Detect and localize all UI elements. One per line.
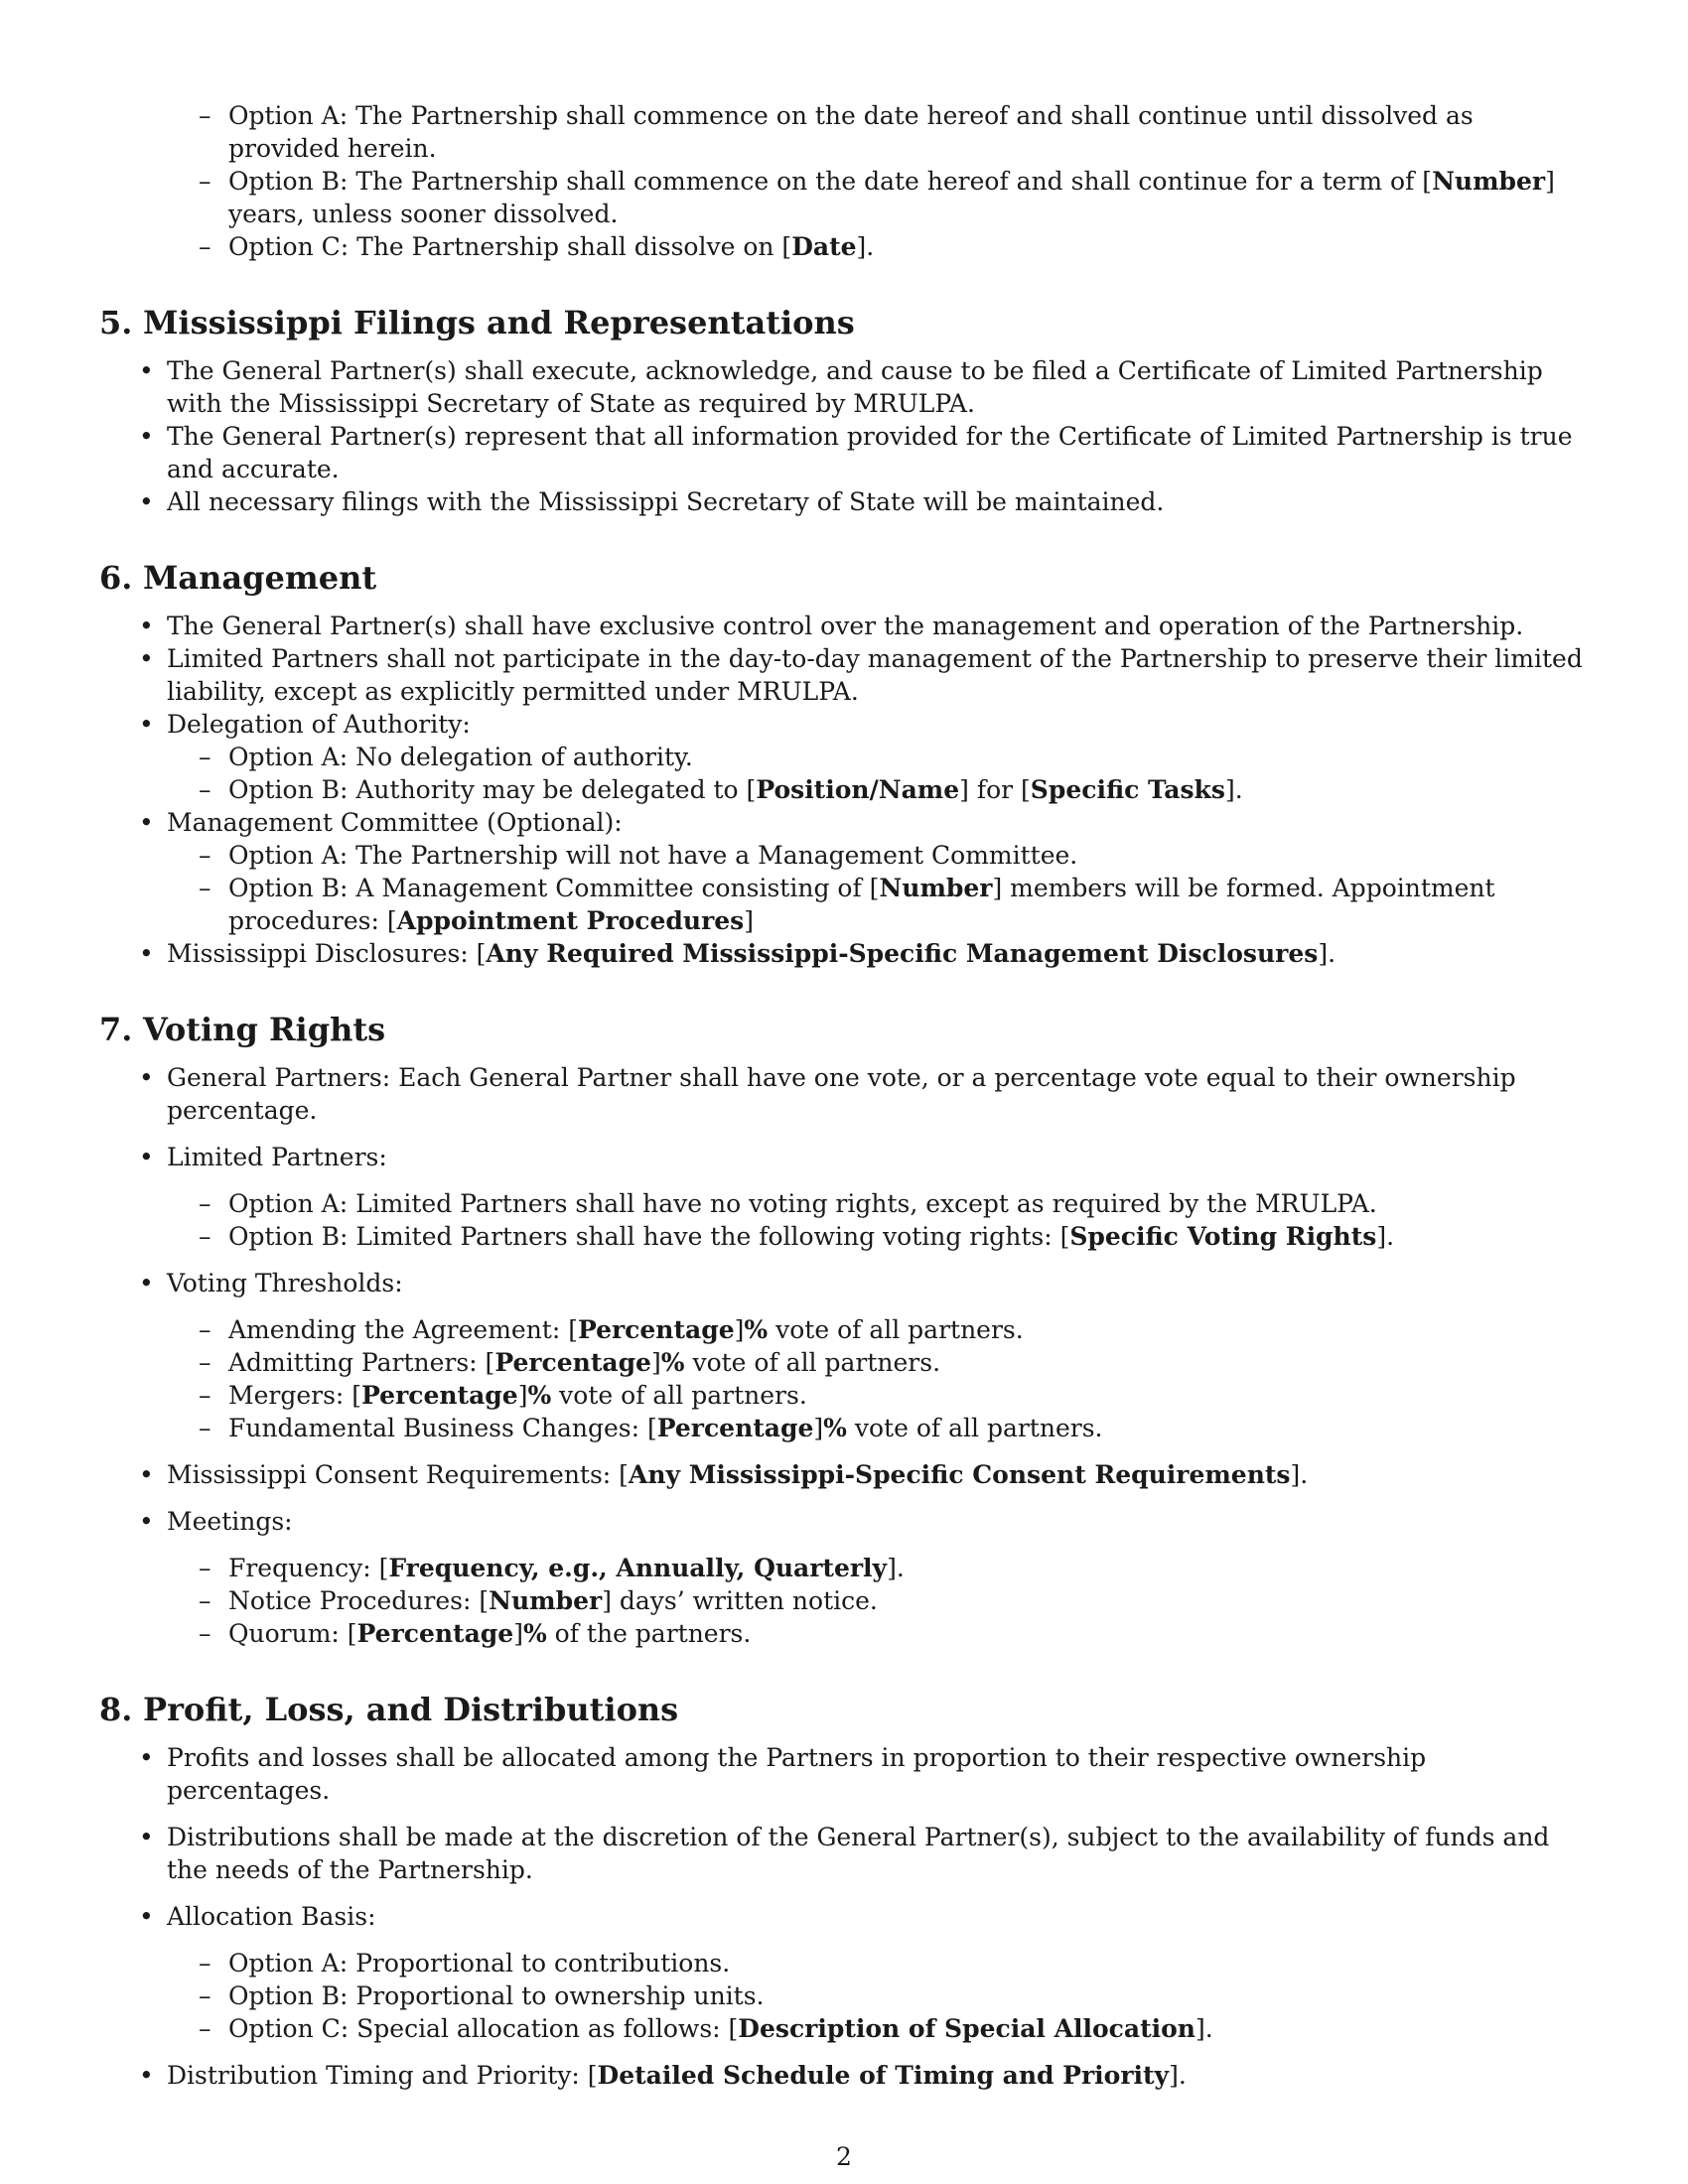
sub-list-item [99,741,1589,773]
sub-list [167,741,1589,806]
list-item [99,2059,1589,2092]
placeholder-percentage: Percentage [656,1414,814,1442]
term-option-b [99,165,1589,230]
text: The General Partner(s) shall have exclusive control over the management and operation of the Partnership. [167,612,1524,640]
section-6-heading [99,558,1589,598]
sub-list [167,1552,1589,1650]
placeholder-percentage: Percentage [494,1348,651,1377]
placeholder-timing-priority: Detailed Schedule of Timing and Priority [597,2061,1170,2090]
term-option-a [99,99,1589,165]
text: General Partners: Each General Partner shall have one vote, or a percentage vote equal to their ownership percentage. [167,1063,1516,1125]
text: ] [813,1414,824,1442]
text: ] for [ [959,775,1031,804]
text: The General Partner(s) shall execute, acknowledge, and cause to be filed a Certificate of Limited Partnership with the Mississippi Secretary of State as required by MRULPA. [167,356,1543,418]
section-5-heading [99,303,1589,342]
percent-sign: % [744,1315,769,1344]
sub-list [167,1187,1589,1253]
text: Option C: Special allocation as follows: [ [228,2014,739,2043]
text: Delegation of Authority: [167,710,471,739]
sub-list-item [99,1979,1589,2012]
list-item [99,1821,1589,1886]
placeholder-number: Number [879,874,993,902]
placeholder-special-allocation: Description of Special Allocation [738,2014,1196,2043]
text: All necessary filings with the Mississippi Secretary of State will be maintained. [167,487,1165,516]
text: Fundamental Business Changes: [ [228,1414,657,1442]
placeholder-position-name: Position/Name [756,775,960,804]
text: Amending the Agreement: [ [228,1315,578,1344]
text: Quorum: [ [228,1619,357,1648]
text: ] [650,1348,661,1377]
sub-list-item [99,1220,1589,1253]
text: Distribution Timing and Priority: [ [167,2061,598,2090]
text: ] [744,906,754,935]
text: Management Committee (Optional): [167,808,623,837]
text: Admitting Partners: [ [228,1348,495,1377]
list-item [99,485,1589,518]
percent-sign: % [522,1619,547,1648]
page-number: 2 [836,2142,852,2171]
list-item [99,1505,1589,1650]
text: of the partners. [546,1619,752,1648]
sub-list-item [99,1379,1589,1412]
text: Meetings: [167,1507,293,1536]
section-number: 8. [99,1691,133,1728]
section-title: Management [143,559,377,597]
text: ]. [1376,1222,1395,1251]
text: Option A: Limited Partners shall have no voting rights, except as required by the MRULPA. [228,1189,1377,1218]
section-7-heading [99,1010,1589,1049]
text: ]. [1318,939,1336,968]
text: ]. [1290,1460,1309,1489]
term-option-a-text: Option A: The Partnership shall commence on the date hereof and shall continue until dissolved as provided herein. [228,101,1474,163]
text: ] [517,1381,528,1410]
text: ] days’ written notice. [602,1586,878,1615]
text: Option A: Proportional to contributions. [228,1949,731,1978]
sub-list-item [99,1313,1589,1346]
list-item [99,1458,1589,1491]
section-number: 5. [99,304,133,341]
text: ]. [1169,2061,1187,2090]
section-7-list [99,1061,1589,1650]
sub-list [167,839,1589,937]
list-item [99,806,1589,937]
list-item [99,1267,1589,1444]
text: ]. [856,232,875,261]
placeholder-appointment-procedures: Appointment Procedures [396,906,745,935]
text: ] members will be formed. Appointment procedures: [ [228,874,1495,935]
placeholder-percentage: Percentage [361,1381,518,1410]
text: Profits and losses shall be allocated among the Partners in proportion to their respective ownership percentages. [167,1743,1427,1805]
text: Option B: Proportional to ownership units. [228,1981,765,2010]
text: Voting Thresholds: [167,1269,403,1297]
placeholder-ms-disclosures: Any Required Mississippi-Specific Management Disclosures [486,939,1319,968]
text: Option B: A Management Committee consisting of [ [228,874,880,902]
sub-list-item [99,1617,1589,1650]
text: Mergers: [ [228,1381,362,1410]
text: Notice Procedures: [ [228,1586,490,1615]
sub-list-item [99,839,1589,872]
list-item [99,610,1589,642]
text: ]. [1224,775,1243,804]
sub-list [167,1947,1589,2045]
percent-sign: % [660,1348,685,1377]
section-5-list [99,354,1589,518]
sub-list [167,1313,1589,1444]
placeholder-specific-tasks: Specific Tasks [1030,775,1225,804]
list-item [99,1141,1589,1253]
text: Option A: The Partnership will not have a Management Committee. [228,841,1078,870]
sub-list-item [99,1346,1589,1379]
text: vote of all partners. [551,1381,807,1410]
text: vote of all partners. [846,1414,1103,1442]
sub-list-item [99,872,1589,937]
sub-list-item [99,773,1589,806]
percent-sign: % [527,1381,552,1410]
sub-list-item [99,1947,1589,1979]
text: Distributions shall be made at the discretion of the General Partner(s), subject to the availability of funds and the needs of the Partnership. [167,1823,1550,1884]
text: ]. [887,1554,905,1582]
text: Frequency: [ [228,1554,389,1582]
section-number: 6. [99,559,133,597]
list-item [99,708,1589,806]
text: Option B: Authority may be delegated to [ [228,775,757,804]
text: Option B: Limited Partners shall have the following voting rights: [ [228,1222,1070,1251]
section-title: Mississippi Filings and Representations [143,304,855,341]
text: Mississippi Consent Requirements: [ [167,1460,629,1489]
list-item [99,1061,1589,1127]
document-page [99,99,1589,2092]
text: Limited Partners: [167,1143,387,1171]
placeholder-voting-rights: Specific Voting Rights [1069,1222,1377,1251]
list-item [99,420,1589,485]
section-8-list [99,1741,1589,2092]
percent-sign: % [823,1414,847,1442]
text: ] years, unless sooner dissolved. [228,167,1555,228]
list-item [99,1741,1589,1807]
text: ]. [1196,2014,1213,2043]
text: vote of all partners. [684,1348,941,1377]
section-number: 7. [99,1011,133,1048]
placeholder-percentage: Percentage [577,1315,735,1344]
sub-list-item [99,2012,1589,2045]
text: ] [513,1619,523,1648]
placeholder-consent-requirements: Any Mississippi-Specific Consent Requirements [628,1460,1291,1489]
term-option-c [99,230,1589,263]
section-title: Profit, Loss, and Distributions [143,1691,679,1728]
text: Allocation Basis: [167,1902,376,1931]
sub-list-item [99,1584,1589,1617]
list-item [99,937,1589,970]
sub-list-item [99,1187,1589,1220]
placeholder-number: Number [489,1586,603,1615]
list-item [99,354,1589,420]
text: Limited Partners shall not participate in the day-to-day management of the Partnership to preserve their limited liability, except as explicitly permitted under MRULPA. [167,644,1583,706]
section-6-list [99,610,1589,970]
section-8-heading [99,1690,1589,1729]
sub-list-item [99,1552,1589,1584]
text: Option B: The Partnership shall commence on the date hereof and shall continue for a term of [ [228,167,1433,196]
placeholder-number: Number [1432,167,1546,196]
list-item [99,1900,1589,2045]
placeholder-date: Date [791,232,857,261]
section-title: Voting Rights [143,1011,386,1048]
list-item [99,642,1589,708]
text: Option A: No delegation of authority. [228,743,693,771]
text: Mississippi Disclosures: [ [167,939,487,968]
text: ] [734,1315,745,1344]
sub-list-item [99,1412,1589,1444]
placeholder-frequency: Frequency, e.g., Annually, Quarterly [388,1554,888,1582]
placeholder-percentage: Percentage [356,1619,514,1648]
term-options-list [99,99,1589,263]
text: Option C: The Partnership shall dissolve on [ [228,232,792,261]
text: The General Partner(s) represent that all information provided for the Certificate of Limited Partnership is true and accurate. [167,422,1573,483]
text: vote of all partners. [768,1315,1024,1344]
